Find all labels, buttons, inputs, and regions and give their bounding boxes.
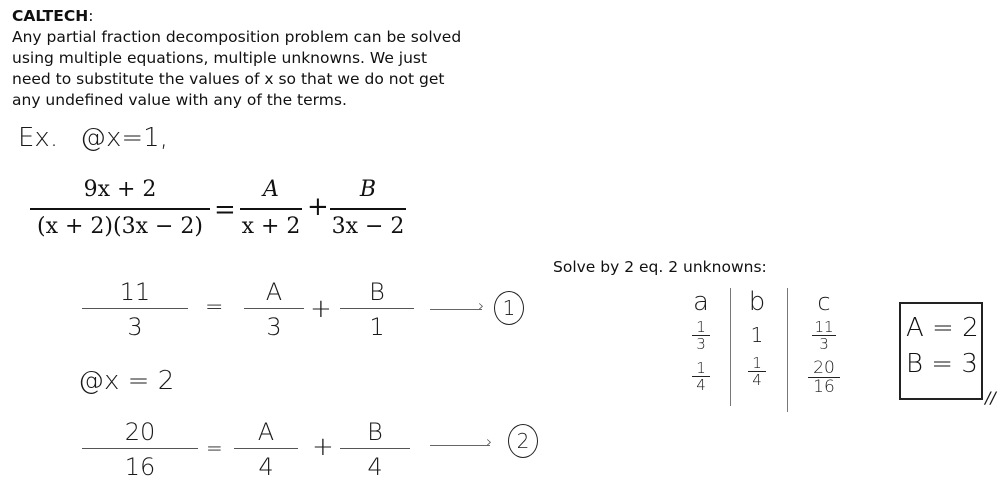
table-divider — [730, 288, 731, 406]
lhs-numerator: 9x + 2 — [83, 177, 157, 202]
eq1-lhs-numerator: 11 — [119, 278, 151, 306]
example-label: Ex. — [18, 123, 59, 153]
cell-numerator: 1 — [752, 354, 762, 372]
cell-denominator: 16 — [813, 377, 835, 397]
fraction-bar — [82, 308, 188, 309]
intro-title-suffix: : — [88, 7, 94, 25]
cell-a2 — [688, 361, 714, 392]
eq1-term2-denominator: 1 — [369, 313, 385, 341]
cell-c2 — [806, 359, 842, 396]
cell-c1 — [806, 320, 842, 351]
result-a: A = 2 — [906, 313, 979, 343]
cell-denominator: 3 — [819, 335, 829, 353]
term2-numerator: B — [359, 177, 377, 202]
fraction-bar — [30, 208, 210, 210]
intro-line: Any partial fraction decomposition problem can be solved — [12, 28, 462, 46]
eq2-lhs-numerator: 20 — [124, 418, 156, 446]
fraction-bar — [82, 448, 198, 449]
eq2-lhs-denominator: 16 — [124, 453, 156, 481]
arrow-line — [430, 445, 490, 446]
term1-numerator: A — [263, 177, 279, 202]
eq1-lhs-denominator: 3 — [127, 313, 143, 341]
end-mark: // — [985, 388, 996, 407]
intro-line: need to substitute the values of x so that we do not get — [12, 70, 445, 88]
fraction-bar — [340, 308, 414, 309]
term2-fraction — [330, 176, 406, 241]
eq2-term2-numerator: B — [367, 418, 383, 446]
eq1-term2-numerator: B — [369, 278, 385, 306]
header-c: c — [817, 288, 831, 316]
eq1-lhs-fraction — [82, 278, 188, 341]
eq1-term1-numerator: A — [265, 278, 283, 306]
lhs-fraction — [30, 176, 210, 241]
cell-numerator: 20 — [813, 358, 835, 378]
fraction-bar — [330, 208, 406, 210]
fraction-bar — [234, 448, 298, 449]
intro-line: using multiple equations, multiple unknowns. We just — [12, 49, 428, 67]
cell-numerator: 1 — [696, 359, 706, 377]
eq2-term2-denominator: 4 — [367, 453, 383, 481]
condition-x1: @x=1, — [80, 123, 168, 153]
result-box — [899, 302, 983, 400]
arrow-line — [430, 309, 482, 310]
intro-block — [12, 6, 532, 111]
column-c — [806, 288, 842, 396]
eq2-lhs-fraction — [82, 418, 198, 481]
eq1-term2-fraction — [340, 278, 414, 341]
solve-heading: Solve by 2 eq. 2 unknowns: — [553, 258, 767, 276]
cell-numerator: 1 — [696, 318, 706, 336]
fraction-bar — [244, 308, 304, 309]
header-b: b — [748, 287, 766, 317]
arrow-head-icon: › — [486, 432, 493, 451]
table-divider — [787, 288, 788, 412]
eq1-equals: = — [205, 295, 224, 320]
term2-denominator: 3x − 2 — [331, 214, 405, 239]
circled-number: 2 — [508, 424, 538, 458]
cell-b1: 1 — [750, 323, 764, 347]
plus-sign: + — [307, 192, 329, 222]
result-b: B = 3 — [906, 349, 978, 379]
eq1-term1-denominator: 3 — [266, 313, 282, 341]
equation-label-1 — [494, 291, 524, 325]
term1-fraction — [240, 176, 302, 241]
column-a — [688, 288, 714, 392]
eq1-term1-fraction — [244, 278, 304, 341]
term1-denominator: x + 2 — [241, 214, 301, 239]
cell-denominator: 3 — [696, 335, 706, 353]
eq2-term1-numerator: A — [257, 418, 275, 446]
lhs-denominator: (x + 2)(3x − 2) — [37, 214, 203, 239]
intro-line: any undefined value with any of the terms. — [12, 91, 347, 109]
eq2-term1-denominator: 4 — [258, 453, 274, 481]
cell-numerator: 11 — [814, 318, 834, 336]
circled-number: 1 — [494, 291, 524, 325]
column-b — [742, 288, 772, 387]
eq2-plus: + — [312, 432, 334, 462]
intro-title-line — [12, 6, 532, 27]
fraction-bar — [240, 208, 302, 210]
equation-label-2 — [508, 424, 538, 458]
eq2-term2-fraction — [340, 418, 410, 481]
cell-denominator: 4 — [696, 376, 706, 394]
equals-sign: = — [214, 195, 236, 225]
eq2-equals: = — [206, 436, 223, 460]
cell-b2 — [742, 356, 772, 387]
condition-x2: @x = 2 — [78, 366, 175, 396]
arrow-head-icon: › — [478, 296, 485, 315]
fraction-bar — [340, 448, 410, 449]
cell-denominator: 4 — [752, 371, 762, 389]
eq1-plus: + — [310, 294, 332, 324]
intro-title: CALTECH — [12, 7, 89, 25]
cell-a1 — [688, 320, 714, 351]
eq2-term1-fraction — [234, 418, 298, 481]
header-a: a — [693, 287, 709, 317]
